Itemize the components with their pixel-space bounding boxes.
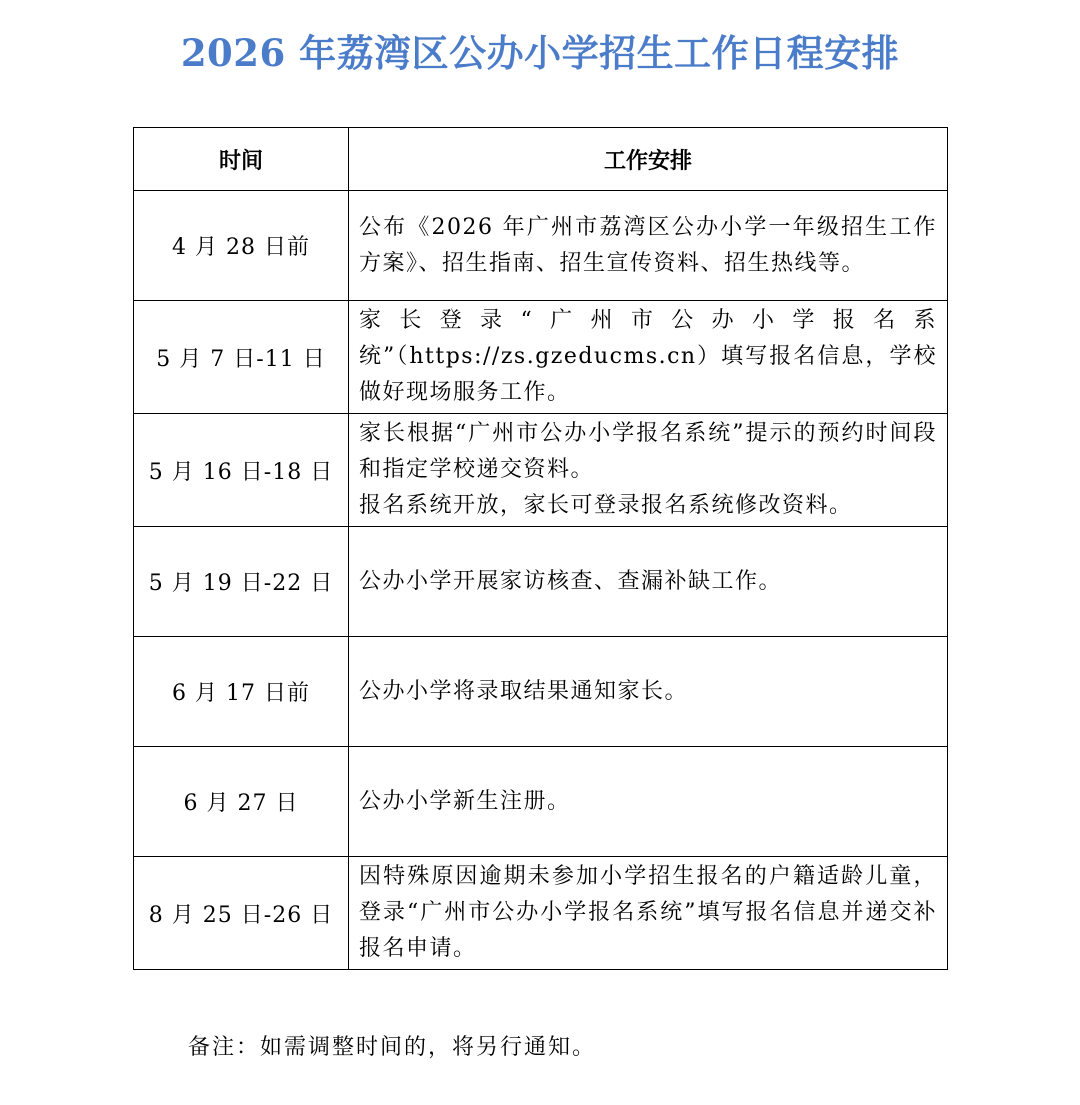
time-cell: 6 月 17 日前 [134, 637, 349, 747]
table-row [134, 191, 948, 301]
table-row [134, 637, 948, 747]
task-text: 公办小学开展家访核查、查漏补缺工作。 [359, 568, 783, 594]
page-title: 2026 年荔湾区公办小学招生工作日程安排 [180, 31, 900, 75]
table-row [134, 414, 948, 527]
task-text: 报名系统开放，家长可登录报名系统修改资料。 [359, 493, 853, 518]
time-cell: 8 月 25 日-26 日 [134, 857, 349, 970]
time-cell: 5 月 19 日-22 日 [134, 527, 349, 637]
task-cell [349, 414, 948, 527]
task-cell [349, 857, 948, 970]
schedule-table [133, 127, 948, 970]
task-cell [349, 747, 948, 857]
time-cell: 4 月 28 日前 [134, 191, 349, 301]
time-cell: 6 月 27 日 [134, 747, 349, 857]
table-row [134, 857, 948, 970]
task-text: 因特殊原因逾期未参加小学招生报名的户籍适龄儿童，登录“广州市公办小学报名系统”填写报名信息并递交补报名申请。 [359, 864, 937, 961]
footnote: 备注：如需调整时间的，将另行通知。 [188, 1035, 597, 1060]
task-text: 公办小学将录取结果通知家长。 [359, 678, 689, 704]
task-text: 公办小学新生注册。 [359, 788, 571, 814]
task-text: 家长登录“广州市公办小学报名系统”（https://zs.gzeducms.cn）填写报名信息，学校做好现场服务工作。 [359, 308, 937, 405]
table-row [134, 527, 948, 637]
task-text: 公布《2026 年广州市荔湾区公办小学一年级招生工作方案》、招生指南、招生宣传资料、招生热线等。 [359, 214, 937, 276]
task-cell [349, 191, 948, 301]
task-cell [349, 637, 948, 747]
time-cell: 5 月 16 日-18 日 [134, 414, 349, 527]
time-cell: 5 月 7 日-11 日 [134, 301, 349, 414]
column-header-time: 时间 [134, 128, 349, 191]
table-row [134, 747, 948, 857]
task-cell [349, 527, 948, 637]
table-header-row [134, 128, 948, 191]
column-header-task: 工作安排 [349, 128, 948, 191]
table-row [134, 301, 948, 414]
task-text: 家长根据“广州市公办小学报名系统”提示的预约时间段和指定学校递交资料。 [359, 421, 937, 482]
task-cell [349, 301, 948, 414]
